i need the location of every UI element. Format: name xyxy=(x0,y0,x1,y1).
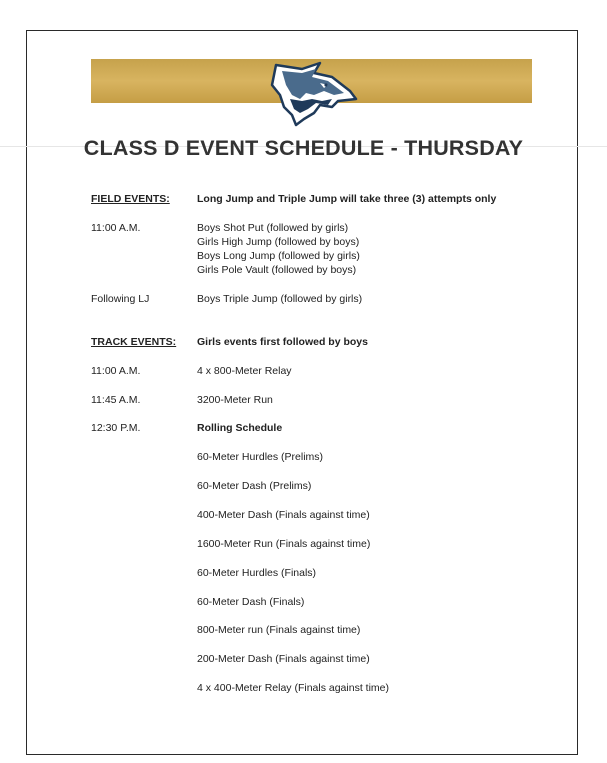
rolling-event-item: 1600-Meter Run (Finals against time) xyxy=(197,538,371,550)
rolling-event-item: 60-Meter Hurdles (Finals) xyxy=(197,567,317,579)
field-events-note: Long Jump and Triple Jump will take three (3) attempts only xyxy=(197,193,497,205)
track-time: 11:00 A.M. xyxy=(91,365,141,377)
field-event-item: Girls High Jump (followed by boys) xyxy=(197,236,360,248)
field-event-item: Boys Shot Put (followed by girls) xyxy=(197,222,349,234)
track-event-item: 3200-Meter Run xyxy=(197,394,273,406)
rolling-event-item: 4 x 400-Meter Relay (Finals against time) xyxy=(197,682,389,694)
rolling-event-item: 800-Meter run (Finals against time) xyxy=(197,624,361,636)
track-event-item: 4 x 800-Meter Relay xyxy=(197,365,292,377)
track-events-note: Girls events first followed by boys xyxy=(197,336,368,348)
track-events-heading: TRACK EVENTS: xyxy=(91,336,177,348)
field-event-item: Boys Triple Jump (followed by girls) xyxy=(197,293,363,305)
rolling-event-item: 200-Meter Dash (Finals against time) xyxy=(197,653,370,665)
rolling-event-item: 60-Meter Dash (Finals) xyxy=(197,596,305,608)
page-title: CLASS D EVENT SCHEDULE - THURSDAY xyxy=(83,136,524,160)
field-event-item: Girls Pole Vault (followed by boys) xyxy=(197,264,357,276)
field-events-heading: FIELD EVENTS: xyxy=(91,193,170,205)
field-time-1: 11:00 A.M. xyxy=(91,222,141,234)
field-events-list xyxy=(197,221,577,277)
rolling-event-item: 60-Meter Hurdles (Prelims) xyxy=(197,451,324,463)
track-time: 11:45 A.M. xyxy=(91,394,141,406)
rolling-event-item: 60-Meter Dash (Prelims) xyxy=(197,480,312,492)
rolling-event-item: 400-Meter Dash (Finals against time) xyxy=(197,509,370,521)
rolling-schedule-label: Rolling Schedule xyxy=(197,422,283,434)
field-event-item: Boys Long Jump (followed by girls) xyxy=(197,250,360,262)
field-time-2: Following LJ xyxy=(91,293,150,305)
track-time: 12:30 P.M. xyxy=(91,422,141,434)
